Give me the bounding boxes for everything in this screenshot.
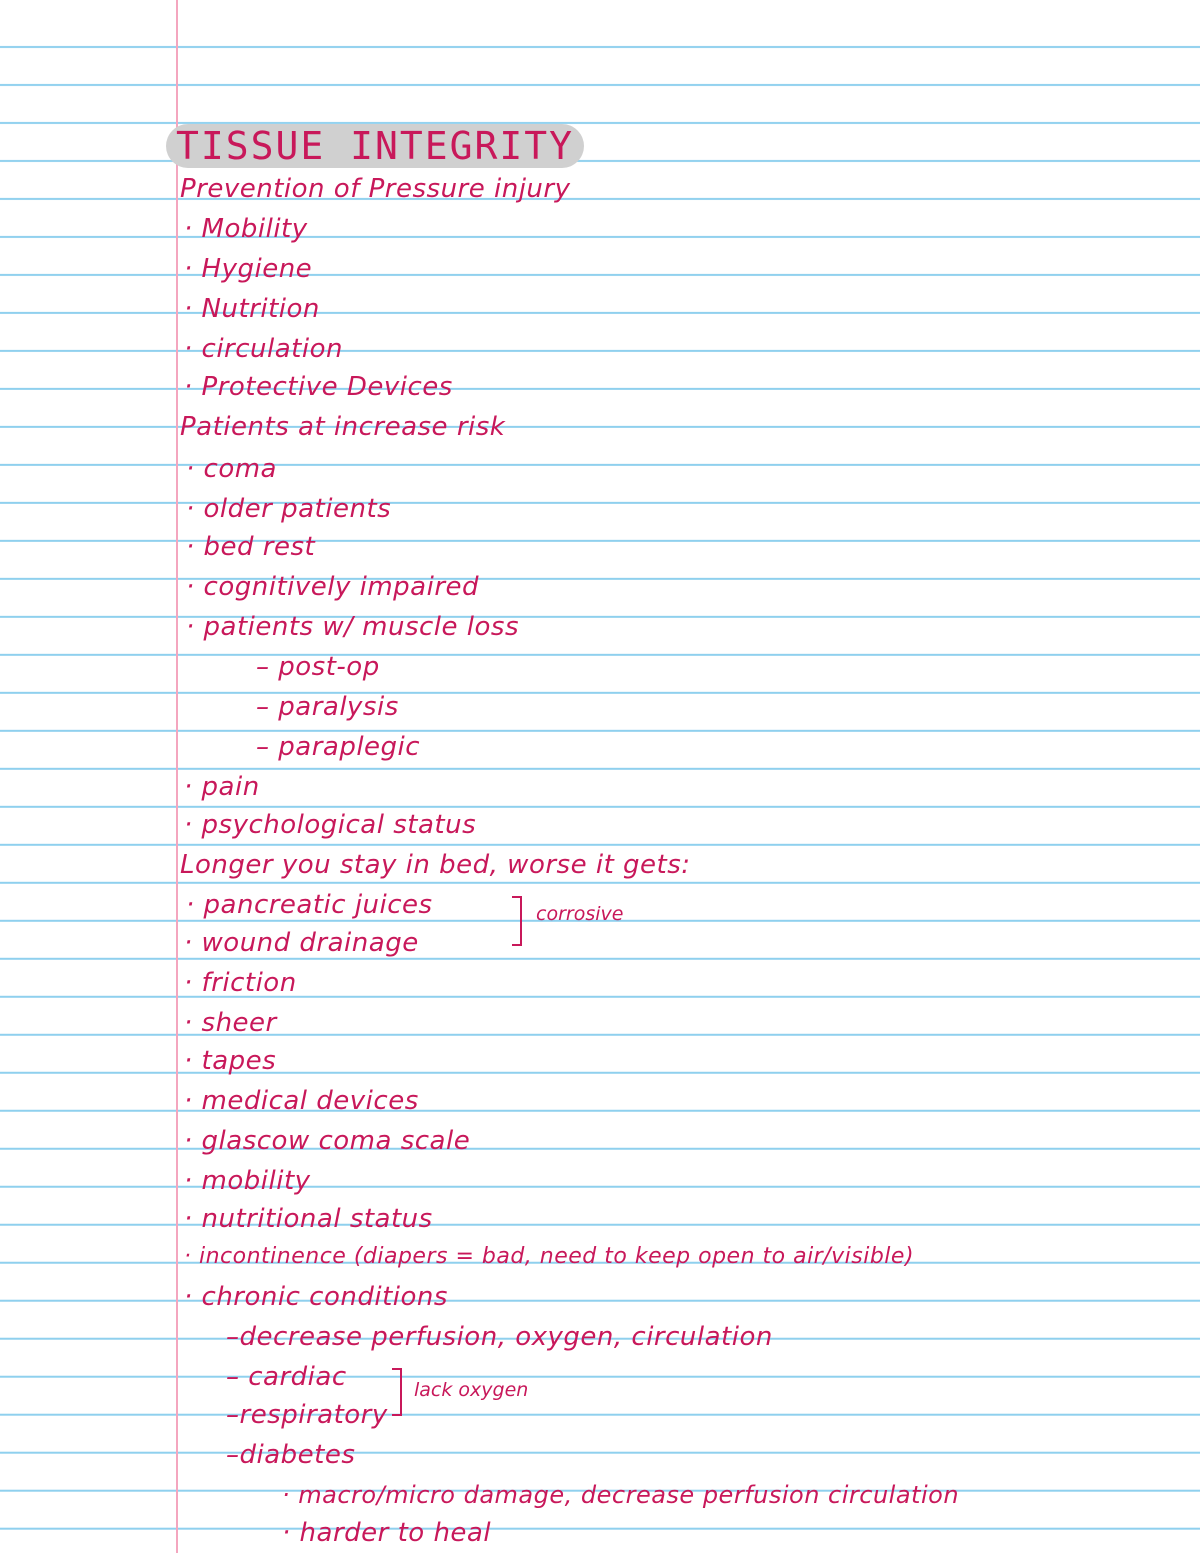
sub-list-item: – cardiac: [226, 1362, 347, 1392]
sub-list-item: –decrease perfusion, oxygen, circulation: [226, 1322, 773, 1352]
annotation-lack-oxygen: lack oxygen: [414, 1379, 529, 1401]
list-item: · Nutrition: [184, 294, 320, 324]
list-item: · bed rest: [186, 532, 316, 562]
sub-list-item: – paralysis: [256, 692, 399, 722]
list-item: · circulation: [184, 334, 343, 364]
list-item: · wound drainage: [184, 928, 419, 958]
list-item: · cognitively impaired: [186, 572, 480, 602]
list-item: · Hygiene: [184, 254, 313, 284]
list-item: · sheer: [184, 1008, 277, 1038]
list-item: · medical devices: [184, 1086, 419, 1116]
list-item: · glascow coma scale: [184, 1126, 471, 1156]
sub-list-item: – post-op: [256, 652, 380, 682]
list-item: · tapes: [184, 1046, 277, 1076]
list-item: · pain: [184, 772, 260, 802]
list-item: · incontinence (diapers = bad, need to keep open to air/visible): [184, 1244, 915, 1269]
list-item: · patients w/ muscle loss: [186, 612, 520, 642]
list-item: · Mobility: [184, 214, 308, 244]
list-item: · Protective Devices: [184, 372, 453, 402]
page-title: TISSUE INTEGRITY: [166, 124, 584, 168]
list-item: · older patients: [186, 494, 392, 524]
list-item: · friction: [184, 968, 297, 998]
margin-line: [176, 0, 178, 1553]
list-item: · coma: [186, 454, 277, 484]
heading-prevention: Prevention of Pressure injury: [180, 174, 571, 204]
heading-longer-stay: Longer you stay in bed, worse it gets:: [180, 850, 691, 880]
sub-sub-list-item: · harder to heal: [282, 1518, 492, 1548]
list-item: · pancreatic juices: [186, 890, 433, 920]
list-item: · mobility: [184, 1166, 311, 1196]
heading-patients-risk: Patients at increase risk: [180, 412, 506, 442]
annotation-corrosive: corrosive: [536, 903, 624, 925]
bracket-lack-oxygen: [392, 1368, 402, 1416]
list-item: · nutritional status: [184, 1204, 433, 1234]
sub-list-item: – paraplegic: [256, 732, 421, 762]
sub-sub-list-item: · macro/micro damage, decrease perfusion circulation: [282, 1481, 960, 1509]
bracket-corrosive: [512, 896, 522, 946]
list-item: · psychological status: [184, 810, 477, 840]
sub-list-item: –respiratory: [226, 1400, 388, 1430]
sub-list-item: –diabetes: [226, 1440, 356, 1470]
list-item: · chronic conditions: [184, 1282, 448, 1312]
